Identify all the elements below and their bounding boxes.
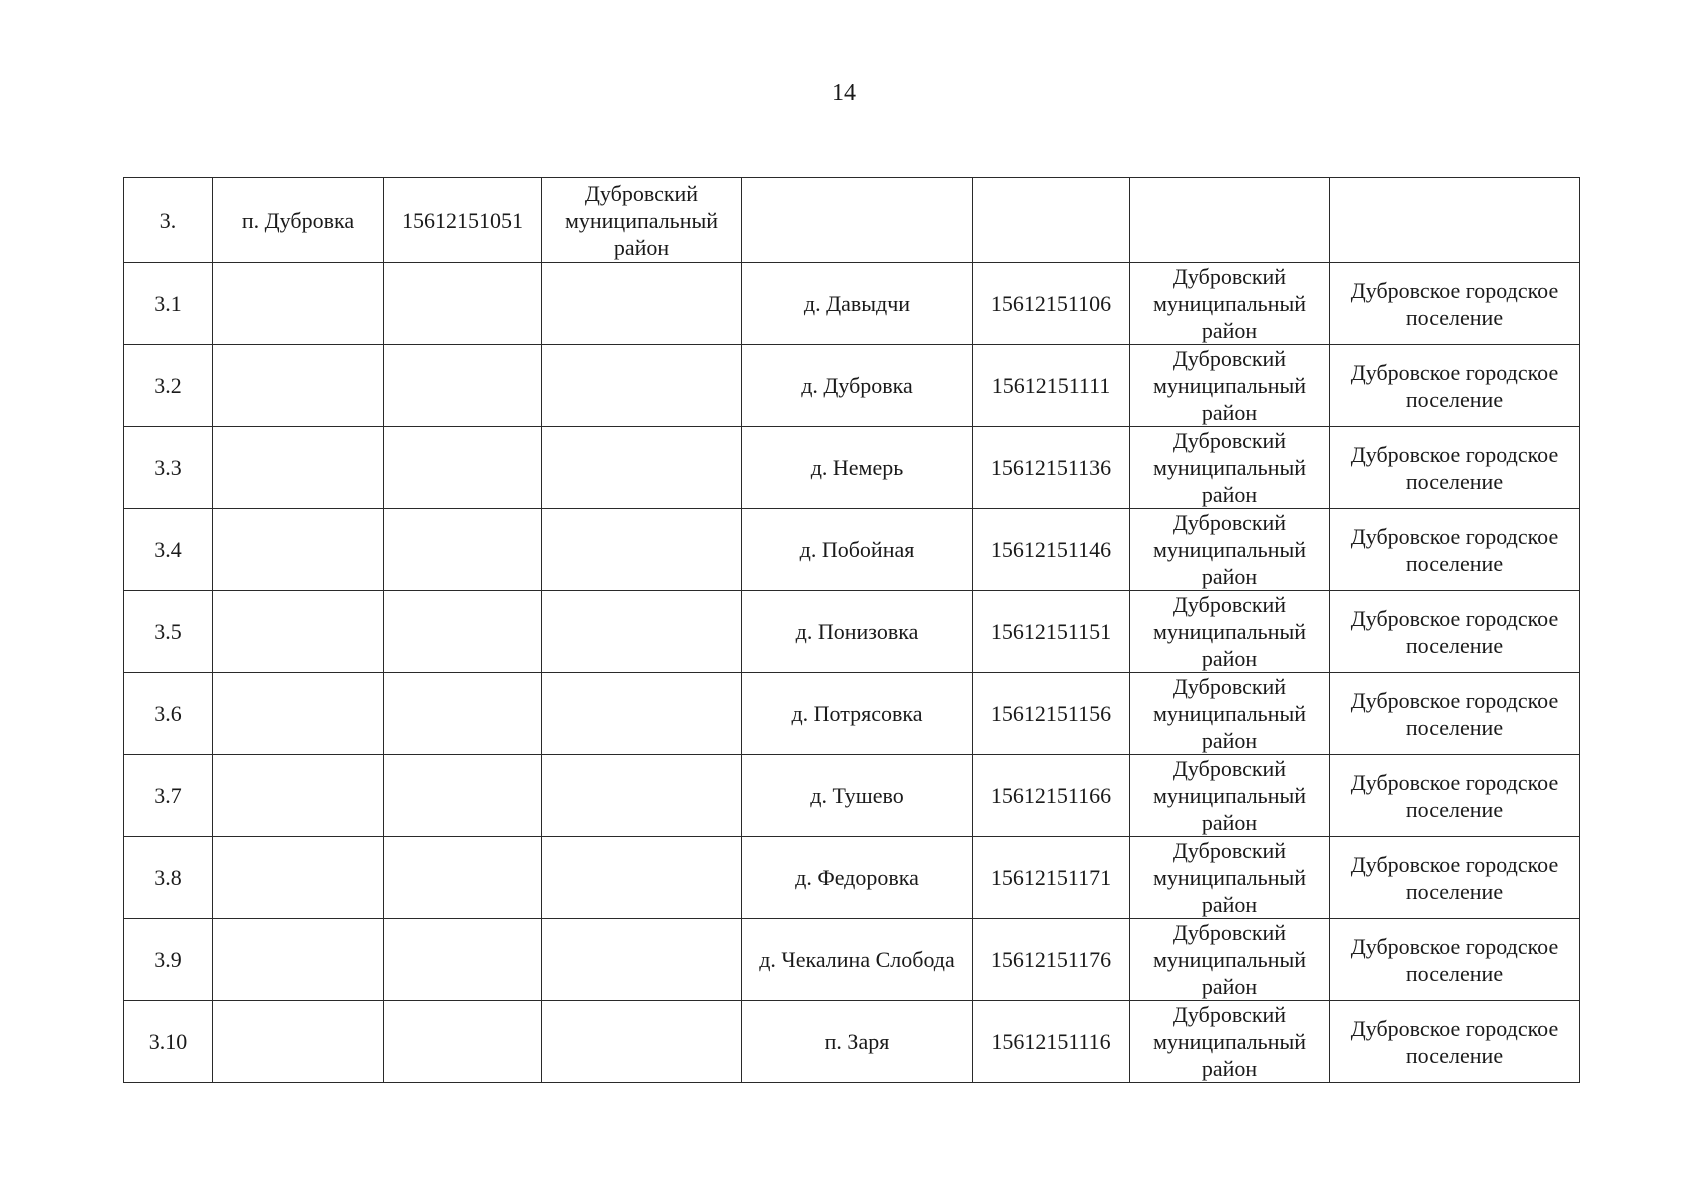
settlement-code-cell: 15612151111 <box>973 345 1130 427</box>
parent-district-cell: Дубровский муниципальный район <box>542 178 742 263</box>
municipality-cell: Дубровское городское поселение <box>1330 837 1580 919</box>
table-row <box>124 345 1580 427</box>
empty-cell <box>213 427 384 509</box>
settlement-code-cell: 15612151136 <box>973 427 1130 509</box>
empty-cell <box>384 263 542 345</box>
municipality-cell: Дубровское городское поселение <box>1330 427 1580 509</box>
empty-cell <box>542 345 742 427</box>
empty-cell <box>742 178 973 263</box>
district-cell: Дубровский муниципальный район <box>1130 509 1330 591</box>
municipality-cell: Дубровское городское поселение <box>1330 263 1580 345</box>
empty-cell <box>384 427 542 509</box>
index-cell: 3.6 <box>124 673 213 755</box>
index-cell: 3.2 <box>124 345 213 427</box>
parent-settlement-row <box>124 178 1580 263</box>
settlement-name-cell: д. Побойная <box>742 509 973 591</box>
settlement-code-cell: 15612151151 <box>973 591 1130 673</box>
empty-cell <box>213 755 384 837</box>
empty-cell <box>384 837 542 919</box>
table-row <box>124 837 1580 919</box>
index-cell: 3.10 <box>124 1001 213 1083</box>
empty-cell <box>542 263 742 345</box>
table-row <box>124 591 1580 673</box>
index-cell: 3.1 <box>124 263 213 345</box>
municipality-cell: Дубровское городское поселение <box>1330 509 1580 591</box>
settlement-code-cell: 15612151156 <box>973 673 1130 755</box>
table-row <box>124 1001 1580 1083</box>
district-cell: Дубровский муниципальный район <box>1130 837 1330 919</box>
settlement-code-cell: 15612151116 <box>973 1001 1130 1083</box>
empty-cell <box>973 178 1130 263</box>
empty-cell <box>542 427 742 509</box>
index-cell: 3.7 <box>124 755 213 837</box>
settlement-code-cell: 15612151106 <box>973 263 1130 345</box>
table-row <box>124 509 1580 591</box>
empty-cell <box>213 673 384 755</box>
parent-index-cell: 3. <box>124 178 213 263</box>
empty-cell <box>213 591 384 673</box>
district-cell: Дубровский муниципальный район <box>1130 263 1330 345</box>
settlements-table <box>123 177 1580 1083</box>
settlement-code-cell: 15612151166 <box>973 755 1130 837</box>
settlement-name-cell: д. Чекалина Слобода <box>742 919 973 1001</box>
empty-cell <box>384 591 542 673</box>
empty-cell <box>384 755 542 837</box>
empty-cell <box>213 1001 384 1083</box>
municipality-cell: Дубровское городское поселение <box>1330 345 1580 427</box>
settlement-name-cell: п. Заря <box>742 1001 973 1083</box>
settlement-code-cell: 15612151176 <box>973 919 1130 1001</box>
district-cell: Дубровский муниципальный район <box>1130 591 1330 673</box>
empty-cell <box>542 919 742 1001</box>
empty-cell <box>384 673 542 755</box>
empty-cell <box>384 1001 542 1083</box>
district-cell: Дубровский муниципальный район <box>1130 673 1330 755</box>
municipality-cell: Дубровское городское поселение <box>1330 591 1580 673</box>
table-body <box>124 178 1580 1083</box>
empty-cell <box>213 919 384 1001</box>
district-cell: Дубровский муниципальный район <box>1130 755 1330 837</box>
settlement-code-cell: 15612151146 <box>973 509 1130 591</box>
empty-cell <box>542 591 742 673</box>
empty-cell <box>213 263 384 345</box>
table-row <box>124 919 1580 1001</box>
municipality-cell: Дубровское городское поселение <box>1330 673 1580 755</box>
table-row <box>124 755 1580 837</box>
empty-cell <box>1330 178 1580 263</box>
municipality-cell: Дубровское городское поселение <box>1330 1001 1580 1083</box>
parent-code-cell: 15612151051 <box>384 178 542 263</box>
empty-cell <box>213 837 384 919</box>
table-row <box>124 263 1580 345</box>
settlement-name-cell: д. Немерь <box>742 427 973 509</box>
empty-cell <box>384 509 542 591</box>
empty-cell <box>384 919 542 1001</box>
empty-cell <box>542 837 742 919</box>
settlement-name-cell: д. Потрясовка <box>742 673 973 755</box>
index-cell: 3.8 <box>124 837 213 919</box>
empty-cell <box>384 345 542 427</box>
district-cell: Дубровский муниципальный район <box>1130 345 1330 427</box>
empty-cell <box>213 509 384 591</box>
index-cell: 3.5 <box>124 591 213 673</box>
empty-cell <box>213 345 384 427</box>
settlement-name-cell: д. Федоровка <box>742 837 973 919</box>
table-row <box>124 673 1580 755</box>
empty-cell <box>542 1001 742 1083</box>
settlement-name-cell: д. Дубровка <box>742 345 973 427</box>
parent-name-cell: п. Дубровка <box>213 178 384 263</box>
page-number: 14 <box>832 80 856 106</box>
municipality-cell: Дубровское городское поселение <box>1330 755 1580 837</box>
empty-cell <box>542 755 742 837</box>
empty-cell <box>1130 178 1330 263</box>
district-cell: Дубровский муниципальный район <box>1130 427 1330 509</box>
settlement-code-cell: 15612151171 <box>973 837 1130 919</box>
index-cell: 3.9 <box>124 919 213 1001</box>
district-cell: Дубровский муниципальный район <box>1130 919 1330 1001</box>
settlement-name-cell: д. Понизовка <box>742 591 973 673</box>
index-cell: 3.3 <box>124 427 213 509</box>
settlement-name-cell: д. Тушево <box>742 755 973 837</box>
table-row <box>124 427 1580 509</box>
municipality-cell: Дубровское городское поселение <box>1330 919 1580 1001</box>
empty-cell <box>542 509 742 591</box>
empty-cell <box>542 673 742 755</box>
index-cell: 3.4 <box>124 509 213 591</box>
settlement-name-cell: д. Давыдчи <box>742 263 973 345</box>
district-cell: Дубровский муниципальный район <box>1130 1001 1330 1083</box>
